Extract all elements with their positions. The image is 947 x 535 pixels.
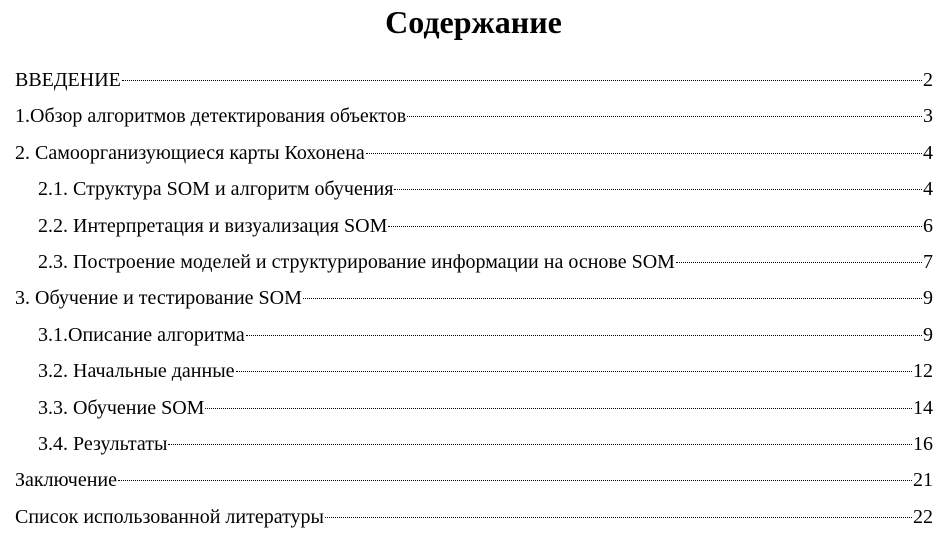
toc-dot-leader bbox=[394, 189, 922, 190]
toc-dot-leader bbox=[303, 298, 922, 299]
toc-entry-section-3-1[interactable] bbox=[15, 317, 933, 353]
toc-entry-text: 2.2. Интерпретация и визуализация SOM bbox=[38, 214, 388, 237]
toc-entry-section-2-3[interactable] bbox=[15, 244, 933, 280]
toc-entry-text: 3.1.Описание алгоритма bbox=[38, 323, 245, 346]
toc-dot-leader bbox=[388, 226, 922, 227]
toc-page-number: 22 bbox=[913, 505, 933, 528]
toc-entry-section-3-4[interactable] bbox=[15, 426, 933, 462]
toc-dot-leader bbox=[205, 408, 912, 409]
toc-entry-text: Заключение bbox=[15, 469, 117, 492]
toc-entry-section-3-2[interactable] bbox=[15, 353, 933, 389]
toc-entry-text: 3.2. Начальные данные bbox=[38, 360, 235, 383]
toc-page-number: 14 bbox=[913, 396, 933, 419]
toc-dot-leader bbox=[407, 116, 922, 117]
toc-entry-text: 2.3. Построение моделей и структурирование информации на основе SOM bbox=[38, 250, 675, 273]
toc-page-number: 9 bbox=[923, 287, 933, 310]
toc-page-number: 12 bbox=[913, 360, 933, 383]
toc-dot-leader bbox=[366, 153, 922, 154]
toc-page-number: 2 bbox=[923, 69, 933, 91]
toc-entry-chapter-2[interactable] bbox=[15, 135, 933, 171]
table-of-contents bbox=[15, 62, 933, 535]
toc-dot-leader bbox=[168, 444, 912, 445]
toc-page-number: 4 bbox=[923, 141, 933, 164]
toc-page-number: 16 bbox=[913, 432, 933, 455]
toc-entry-text: ВВЕДЕНИЕ bbox=[15, 69, 121, 91]
toc-page-number: 3 bbox=[923, 105, 933, 128]
toc-dot-leader bbox=[236, 371, 912, 372]
toc-page-number: 9 bbox=[923, 323, 933, 346]
toc-dot-leader bbox=[325, 517, 912, 518]
toc-entry-conclusion[interactable] bbox=[15, 462, 933, 498]
page-title: Содержание bbox=[385, 4, 562, 40]
toc-entry-introduction[interactable] bbox=[15, 62, 933, 98]
toc-page-number: 7 bbox=[923, 250, 933, 273]
toc-entry-section-2-1[interactable] bbox=[15, 171, 933, 207]
toc-entry-chapter-1[interactable] bbox=[15, 98, 933, 134]
toc-entry-text: Список использованной литературы bbox=[15, 505, 324, 528]
toc-entry-text: 3.4. Результаты bbox=[38, 432, 168, 455]
toc-page-number: 4 bbox=[923, 178, 933, 201]
toc-entry-text: 3. Обучение и тестирование SOM bbox=[15, 287, 302, 310]
toc-dot-leader bbox=[246, 335, 922, 336]
toc-dot-leader bbox=[122, 80, 922, 81]
toc-page-number: 21 bbox=[913, 469, 933, 492]
toc-entry-references[interactable] bbox=[15, 499, 933, 535]
toc-entry-text: 2.1. Структура SOM и алгоритм обучения bbox=[38, 178, 394, 201]
toc-entry-chapter-3[interactable] bbox=[15, 280, 933, 316]
toc-entry-text: 2. Самоорганизующиеся карты Кохонена bbox=[15, 141, 365, 164]
toc-entry-text: 1.Обзор алгоритмов детектирования объектов bbox=[15, 105, 407, 128]
toc-dot-leader bbox=[118, 480, 912, 481]
toc-entry-section-3-3[interactable] bbox=[15, 390, 933, 426]
toc-dot-leader bbox=[676, 262, 922, 263]
toc-entry-section-2-2[interactable] bbox=[15, 208, 933, 244]
toc-entry-text: 3.3. Обучение SOM bbox=[38, 396, 205, 419]
toc-page-number: 6 bbox=[923, 214, 933, 237]
